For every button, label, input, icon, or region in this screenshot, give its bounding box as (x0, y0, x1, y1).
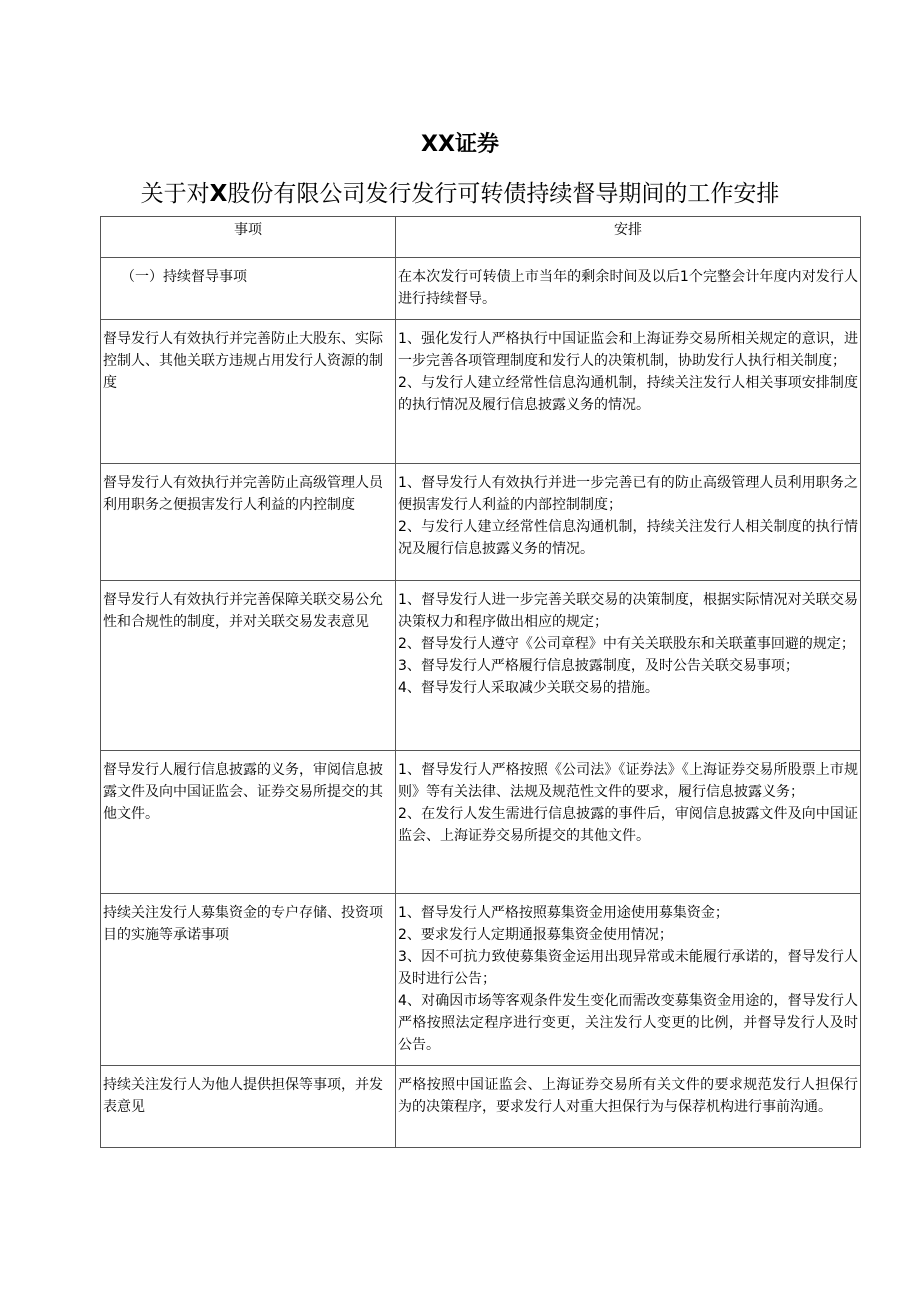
row-item: 督导发行人履行信息披露的义务，审阅信息披露文件及向中国证监会、证券交易所提交的其他文件。 (101, 751, 396, 894)
arrangement-line: 1、督导发行人进一步完善关联交易的决策制度，根据实际情况对关联交易决策权力和程序做出相应的规定； (398, 592, 858, 630)
arrangement-line: 1、督导发行人严格按照《公司法》《证券法》《上海证券交易所股票上市规则》等有关法律、法规及规范性文件的要求，履行信息披露义务； (398, 762, 858, 800)
table-row (101, 258, 861, 320)
document-subtitle (0, 176, 920, 212)
header-arrangement: 安排 (396, 217, 861, 258)
row-item: 持续关注发行人为他人提供担保等事项，并发表意见 (101, 1066, 396, 1148)
row-arrangement (396, 464, 861, 581)
row-arrangement (396, 1066, 861, 1148)
arrangement-line: 3、因不可抗力致使募集资金运用出现异常或未能履行承诺的，督导发行人及时进行公告； (398, 949, 858, 987)
arrangement-line: 2、在发行人发生需进行信息披露的事件后，审阅信息披露文件及向中国证监会、上海证券交易所提交的其他文件。 (398, 806, 858, 844)
heading-company-prefix: XX (421, 132, 455, 157)
arrangement-line: 4、对确因市场等客观条件发生变化而需改变募集资金用途的，督导发行人严格按照法定程序进行变更，关注发行人变更的比例，并督导发行人及时公告。 (398, 993, 858, 1053)
row-arrangement (396, 258, 861, 320)
row-arrangement (396, 581, 861, 751)
row-item: 督导发行人有效执行并完善防止高级管理人员利用职务之便损害发行人利益的内控制度 (101, 464, 396, 581)
row-item: 督导发行人有效执行并完善防止大股东、实际控制人、其他关联方违规占用发行人资源的制度 (101, 320, 396, 464)
arrangement-line: 1、强化发行人严格执行中国证监会和上海证券交易所相关规定的意识，进一步完善各项管理制度和发行人的决策机制，协助发行人执行相关制度； (398, 331, 858, 369)
row-item: 持续关注发行人募集资金的专户存储、投资项目的实施等承诺事项 (101, 894, 396, 1066)
arrangement-table (100, 216, 861, 1148)
arrangement-line: 1、督导发行人有效执行并进一步完善已有的防止高级管理人员利用职务之便损害发行人利益的内部控制制度； (398, 475, 858, 513)
arrangement-line: 2、督导发行人遵守《公司章程》中有关关联股东和关联董事回避的规定； (398, 636, 855, 652)
row-item: （一）持续督导事项 (101, 258, 396, 320)
document-heading (0, 128, 920, 162)
arrangement-line: 严格按照中国证监会、上海证券交易所有关文件的要求规范发行人担保行为的决策程序，要求发行人对重大担保行为与保荐机构进行事前沟通。 (398, 1077, 858, 1115)
table-row (101, 1066, 861, 1148)
arrangement-line: 3、督导发行人严格履行信息披露制度，及时公告关联交易事项； (398, 658, 799, 674)
arrangement-line: 4、督导发行人采取减少关联交易的措施。 (398, 680, 659, 696)
table-header-row (101, 217, 861, 258)
arrangement-line: 在本次发行可转债上市当年的剩余时间及以后1个完整会计年度内对发行人进行持续督导。 (398, 269, 858, 307)
header-item: 事项 (101, 217, 396, 258)
table-row (101, 320, 861, 464)
subtitle-bold-x: X (209, 181, 228, 207)
table-row (101, 464, 861, 581)
arrangement-line: 2、与发行人建立经常性信息沟通机制，持续关注发行人相关制度的执行情况及履行信息披露义务的情况。 (398, 519, 858, 557)
arrangement-line: 1、督导发行人严格按照募集资金用途使用募集资金； (398, 905, 729, 921)
table-row (101, 581, 861, 751)
arrangement-line: 2、与发行人建立经常性信息沟通机制，持续关注发行人相关事项安排制度的执行情况及履行信息披露义务的情况。 (398, 375, 858, 413)
heading-company-suffix: 证券 (454, 132, 499, 157)
row-item: 督导发行人有效执行并完善保障关联交易公允性和合规性的制度，并对关联交易发表意见 (101, 581, 396, 751)
row-arrangement (396, 320, 861, 464)
row-arrangement (396, 751, 861, 894)
subtitle-part2: 股份有限公司发行发行可转债持续督导期间的工作安排 (227, 181, 780, 207)
table-row (101, 751, 861, 894)
row-arrangement (396, 894, 861, 1066)
table-row (101, 894, 861, 1066)
arrangement-line: 2、要求发行人定期通报募集资金使用情况； (398, 927, 673, 943)
subtitle-part1: 关于对 (140, 181, 210, 207)
